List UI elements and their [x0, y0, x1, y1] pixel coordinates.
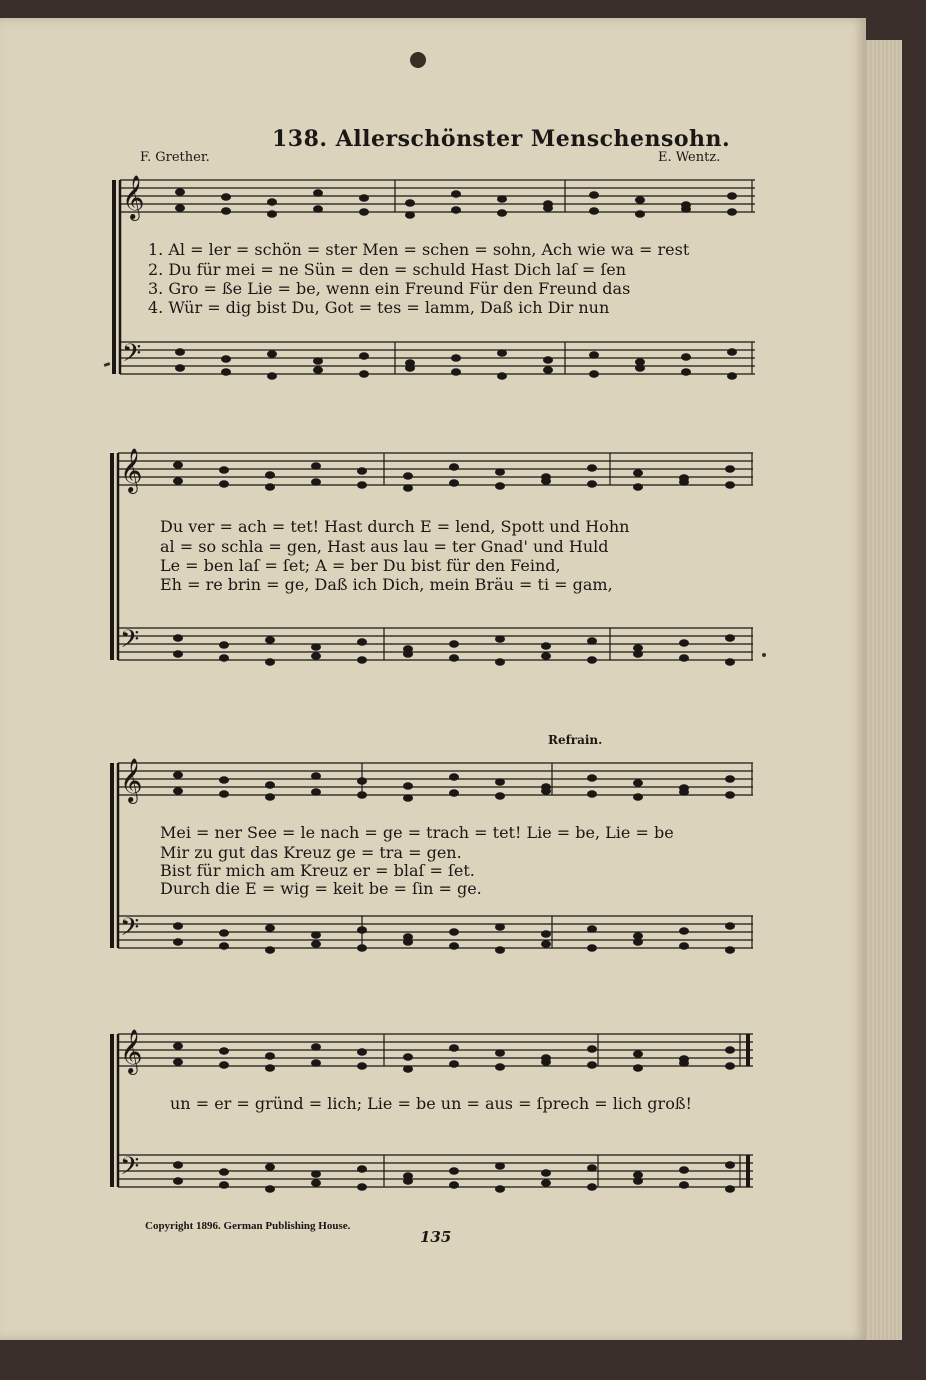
- note-head: [265, 1064, 275, 1072]
- note-head: [311, 788, 321, 796]
- note-head: [219, 1168, 229, 1176]
- note-head: [403, 1053, 413, 1061]
- note-head: [267, 372, 277, 380]
- note-head: [725, 465, 735, 473]
- note-head: [265, 946, 275, 954]
- note-head: [267, 350, 277, 358]
- note-head: [541, 642, 551, 650]
- note-head: [679, 942, 689, 950]
- note-head: [587, 790, 597, 798]
- note-head: [541, 1058, 551, 1066]
- note-head: [449, 942, 459, 950]
- bass-clef: 𝄢: [120, 913, 140, 948]
- note-head: [725, 1161, 735, 1169]
- note-head: [497, 195, 507, 203]
- note-head: [359, 352, 369, 360]
- note-head: [265, 1163, 275, 1171]
- note-head: [497, 372, 507, 380]
- note-head: [403, 1065, 413, 1073]
- lyric-line: Mei = ner See = le nach = ge = trach = tet! Lie = be, Lie = be: [160, 823, 674, 842]
- note-head: [175, 348, 185, 356]
- lyric-line: Durch die E = wig = keit be = ſin = ge.: [160, 879, 482, 898]
- note-head: [175, 204, 185, 212]
- lyric-line: Le = ben laſ = ſet; A = ber Du bist für den Feind,: [160, 556, 561, 575]
- note-head: [725, 658, 735, 666]
- note-head: [587, 656, 597, 664]
- note-head: [449, 463, 459, 471]
- note-head: [219, 480, 229, 488]
- note-head: [403, 484, 413, 492]
- note-head: [449, 1167, 459, 1175]
- note-head: [265, 483, 275, 491]
- note-head: [451, 190, 461, 198]
- lyric-line: Du ver = ach = tet! Hast durch E = lend, Spott und Hohn: [160, 517, 630, 536]
- bass-clef: 𝄢: [120, 1152, 140, 1187]
- note-head: [449, 789, 459, 797]
- lyric-line: Bist für mich am Kreuz er = blaſ = ſet.: [160, 861, 475, 880]
- note-head: [725, 775, 735, 783]
- note-head: [357, 481, 367, 489]
- note-head: [311, 940, 321, 948]
- note-head: [541, 787, 551, 795]
- note-head: [495, 1162, 505, 1170]
- note-head: [265, 1052, 275, 1060]
- note-head: [451, 354, 461, 362]
- note-head: [311, 772, 321, 780]
- note-head: [357, 467, 367, 475]
- note-head: [633, 650, 643, 658]
- note-head: [221, 355, 231, 363]
- note-head: [633, 779, 643, 787]
- note-head: [589, 351, 599, 359]
- lyric-line: Mir zu gut das Kreuz ge = tra = gen.: [160, 843, 462, 862]
- note-head: [587, 1164, 597, 1172]
- note-head: [173, 771, 183, 779]
- note-head: [587, 464, 597, 472]
- note-head: [541, 652, 551, 660]
- note-head: [727, 192, 737, 200]
- note-head: [311, 478, 321, 486]
- note-head: [265, 658, 275, 666]
- note-head: [495, 792, 505, 800]
- note-head: [265, 793, 275, 801]
- lyric-line: 3. Gro = ße Lie = be, wenn ein Freund Für den Freund das: [148, 279, 631, 298]
- note-head: [495, 482, 505, 490]
- note-head: [725, 634, 735, 642]
- note-head: [541, 940, 551, 948]
- note-head: [219, 1181, 229, 1189]
- note-head: [681, 368, 691, 376]
- note-head: [403, 1177, 413, 1185]
- note-head: [313, 357, 323, 365]
- note-head: [451, 206, 461, 214]
- note-head: [405, 364, 415, 372]
- note-head: [587, 1061, 597, 1069]
- note-head: [221, 207, 231, 215]
- note-head: [633, 1050, 643, 1058]
- note-head: [589, 191, 599, 199]
- note-head: [219, 942, 229, 950]
- note-head: [449, 928, 459, 936]
- lyric-line: 2. Du für mei = ne Sün = den = schuld Hast Dich laſ = ſen: [148, 260, 627, 279]
- note-head: [311, 652, 321, 660]
- lyric-line: un = er = gründ = lich; Lie = be un = aus = ſprech = lich groß!: [170, 1094, 692, 1113]
- note-head: [175, 364, 185, 372]
- staff-lines: [112, 180, 755, 1187]
- note-head: [679, 639, 689, 647]
- lyric-line: 1. Al = ler = schön = ster Men = schen = sohn, Ach wie wa = rest: [148, 240, 690, 259]
- note-head: [495, 1063, 505, 1071]
- note-head: [635, 364, 645, 372]
- note-head: [495, 1049, 505, 1057]
- bass-clef: 𝄢: [122, 339, 142, 374]
- note-head: [357, 1165, 367, 1173]
- note-head: [497, 349, 507, 357]
- treble-clef: 𝄞: [122, 175, 145, 219]
- note-head: [359, 370, 369, 378]
- note-head: [543, 356, 553, 364]
- note-head: [265, 471, 275, 479]
- note-head: [587, 925, 597, 933]
- note-head: [265, 781, 275, 789]
- note-head: [449, 1044, 459, 1052]
- note-head: [311, 1059, 321, 1067]
- refrain-label: Refrain.: [548, 733, 603, 747]
- hymn-title: 138. Allerschönster Menschensohn.: [272, 126, 731, 152]
- note-head: [403, 938, 413, 946]
- note-head: [265, 1185, 275, 1193]
- note-head: [725, 1062, 735, 1070]
- note-head: [541, 1169, 551, 1177]
- note-head: [587, 774, 597, 782]
- note-head: [173, 1058, 183, 1066]
- note-head: [451, 368, 461, 376]
- copyright-notice: Copyright 1896. German Publishing House.: [145, 1220, 351, 1232]
- note-head: [357, 791, 367, 799]
- note-head: [265, 636, 275, 644]
- note-head: [679, 1059, 689, 1067]
- note-head: [497, 209, 507, 217]
- note-head: [265, 924, 275, 932]
- note-head: [357, 777, 367, 785]
- note-head: [633, 469, 643, 477]
- note-head: [725, 481, 735, 489]
- note-head: [449, 773, 459, 781]
- note-head: [175, 188, 185, 196]
- note-head: [543, 204, 553, 212]
- note-head: [313, 205, 323, 213]
- lyric-line: al = so schla = gen, Hast aus lau = ter Gnad' und Huld: [160, 537, 609, 556]
- note-head: [681, 205, 691, 213]
- note-head: [219, 790, 229, 798]
- note-head: [495, 946, 505, 954]
- note-head: [587, 1183, 597, 1191]
- note-head: [725, 791, 735, 799]
- note-head: [173, 477, 183, 485]
- note-head: [357, 926, 367, 934]
- note-head: [359, 208, 369, 216]
- note-head: [219, 1061, 229, 1069]
- composer-credit: E. Wentz.: [658, 150, 721, 165]
- note-head: [267, 198, 277, 206]
- note-head: [313, 189, 323, 197]
- note-head: [311, 1170, 321, 1178]
- note-head: [635, 196, 645, 204]
- note-head: [449, 1060, 459, 1068]
- note-head: [173, 650, 183, 658]
- note-head: [495, 778, 505, 786]
- note-head: [173, 938, 183, 946]
- note-head: [403, 782, 413, 790]
- bass-clef: 𝄢: [120, 625, 140, 660]
- note-head: [727, 348, 737, 356]
- note-head: [727, 372, 737, 380]
- note-head: [357, 1062, 367, 1070]
- note-head: [541, 930, 551, 938]
- note-head: [587, 637, 597, 645]
- note-head: [405, 199, 415, 207]
- note-head: [405, 211, 415, 219]
- note-head: [725, 1185, 735, 1193]
- note-head: [219, 654, 229, 662]
- note-head: [357, 944, 367, 952]
- note-head: [219, 776, 229, 784]
- lyric-line: 4. Wür = dig bist Du, Got = tes = lamm, Daß ich Dir nun: [148, 298, 610, 317]
- note-head: [403, 650, 413, 658]
- note-head: [679, 654, 689, 662]
- note-head: [449, 640, 459, 648]
- note-head: [633, 1177, 643, 1185]
- treble-clef: 𝄞: [120, 448, 143, 492]
- note-head: [587, 1045, 597, 1053]
- clefs: [120, 175, 144, 1187]
- note-head: [357, 1048, 367, 1056]
- note-head: [313, 366, 323, 374]
- note-head: [633, 1064, 643, 1072]
- note-head: [219, 1047, 229, 1055]
- note-head: [267, 210, 277, 218]
- note-head: [311, 1179, 321, 1187]
- note-head: [681, 353, 691, 361]
- note-head: [311, 643, 321, 651]
- note-head: [725, 1046, 735, 1054]
- note-head: [589, 207, 599, 215]
- note-head: [449, 654, 459, 662]
- note-head: [219, 466, 229, 474]
- note-head: [633, 793, 643, 801]
- note-head: [311, 1043, 321, 1051]
- note-head: [403, 472, 413, 480]
- note-head: [219, 929, 229, 937]
- treble-clef: 𝄞: [120, 1029, 143, 1073]
- note-head: [495, 1185, 505, 1193]
- note-head: [633, 938, 643, 946]
- note-head: [635, 210, 645, 218]
- note-head: [541, 477, 551, 485]
- note-head: [173, 787, 183, 795]
- note-head: [587, 944, 597, 952]
- note-head: [449, 1181, 459, 1189]
- note-head: [357, 638, 367, 646]
- note-head: [495, 923, 505, 931]
- treble-clef: 𝄞: [120, 758, 143, 802]
- note-head: [679, 788, 689, 796]
- note-head: [727, 208, 737, 216]
- note-head: [173, 461, 183, 469]
- note-head: [679, 1181, 689, 1189]
- note-head: [543, 366, 553, 374]
- lyric-line: Eh = re brin = ge, Daß ich Dich, mein Bräu = ti = gam,: [160, 575, 613, 594]
- note-head: [311, 931, 321, 939]
- note-head: [173, 922, 183, 930]
- note-head: [679, 1166, 689, 1174]
- note-head: [725, 946, 735, 954]
- note-head: [173, 634, 183, 642]
- note-head: [495, 658, 505, 666]
- note-head: [449, 479, 459, 487]
- note-head: [357, 1183, 367, 1191]
- note-head: [311, 462, 321, 470]
- note-head: [173, 1177, 183, 1185]
- note-head: [725, 922, 735, 930]
- note-head: [587, 480, 597, 488]
- note-head: [357, 656, 367, 664]
- note-head: [495, 468, 505, 476]
- note-head: [589, 370, 599, 378]
- note-head: [403, 794, 413, 802]
- lyricist-credit: F. Grether.: [140, 150, 210, 165]
- note-head: [173, 1161, 183, 1169]
- note-head: [541, 1179, 551, 1187]
- note-head: [495, 635, 505, 643]
- note-head: [221, 193, 231, 201]
- note-head: [679, 478, 689, 486]
- note-head: [173, 1042, 183, 1050]
- page-number: 135: [420, 1228, 452, 1246]
- note-head: [633, 483, 643, 491]
- note-head: [359, 194, 369, 202]
- note-head: [219, 641, 229, 649]
- note-head: [221, 368, 231, 376]
- note-head: [679, 927, 689, 935]
